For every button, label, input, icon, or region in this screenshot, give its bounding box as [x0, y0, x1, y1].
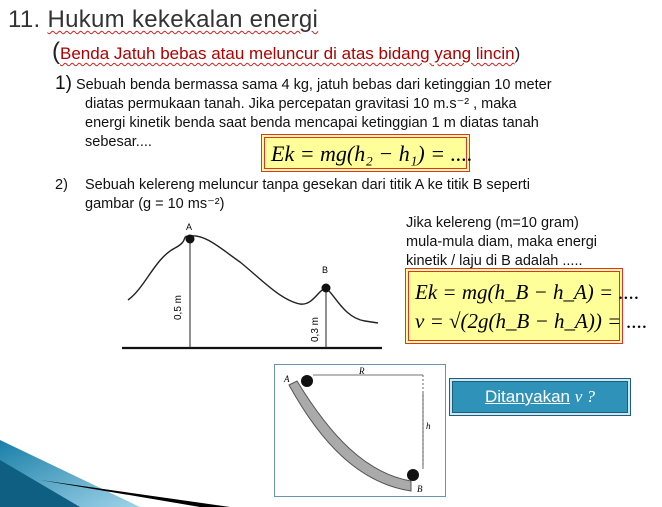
hill-label-b: B: [322, 265, 329, 275]
quarter-circle-diagram: [274, 364, 446, 497]
title-text: Hukum kekekalan energi: [47, 6, 319, 33]
question-2-side-line-2: mula-mula diam, maka energi: [406, 234, 597, 250]
bowl-label-h: h: [426, 421, 431, 431]
question-2-side-text: [406, 214, 656, 271]
close-paren: ): [514, 44, 521, 63]
bowl-label-b: B: [417, 484, 423, 494]
question-1-line-4: sebesar....: [85, 134, 152, 150]
bowl-label-r: R: [359, 366, 365, 376]
marble-b-icon: [322, 284, 331, 293]
hill-height-b: 0,3 m: [310, 316, 321, 342]
title-number: 11.: [8, 6, 41, 33]
ball-b-icon: [407, 469, 419, 481]
corner-decoration: [0, 420, 260, 507]
formula-kinetic-energy-1: Ek = mg(h₂ − h₁) = ....: [264, 137, 467, 169]
question-2-number: 2): [55, 177, 68, 193]
asked-button[interactable]: [452, 381, 628, 413]
ball-a-icon: [301, 375, 313, 387]
bowl-label-a: A: [284, 374, 290, 384]
question-2-text-1: Sebuah kelereng meluncur tanpa gesekan dari titik A ke titik B seperti: [85, 177, 530, 193]
asked-variable: v ?: [574, 387, 596, 406]
question-1-text-1: Sebuah benda bermassa sama 4 kg, jatuh bebas dari ketinggian 10 meter: [75, 77, 552, 93]
quarter-circle-svg: [275, 365, 445, 496]
hill-diagram: [120, 218, 390, 358]
question-2: [55, 176, 635, 214]
formula-velocity: v = √(2g(h_B − h_A)) = ....: [415, 309, 648, 333]
question-1-number: 1): [55, 73, 72, 94]
subtitle-text: Benda Jatuh bebas atau meluncur di atas bidang yang lincin: [60, 44, 515, 63]
formula-box-2: [408, 271, 648, 341]
hill-label-a: A: [186, 222, 193, 232]
hill-height-a: 0,5 m: [173, 294, 184, 320]
question-2-side-line-1: Jika kelereng (m=10 gram): [406, 215, 579, 231]
question-2-side-line-3: kinetik / laju di B adalah .....: [406, 253, 583, 269]
question-1-line-1: [55, 73, 647, 95]
asked-label: Ditanyakan: [484, 387, 571, 406]
question-2-line-1: [55, 176, 635, 195]
formula-kinetic-energy-2: Ek = mg(h_B − h_A) = ....: [415, 280, 640, 304]
question-1-line-3: energi kinetik benda saat benda mencapai ketinggian 1 m diatas tanah: [85, 115, 539, 131]
open-paren: (: [52, 38, 60, 65]
question-1-line-2: diatas permukaan tanah. Jika percepatan gravitasi 10 m.s⁻² , maka: [85, 96, 517, 112]
marble-a-icon: [186, 235, 195, 244]
question-2-line-2: gambar (g = 10 ms⁻²): [85, 196, 225, 212]
subtitle: [52, 38, 520, 66]
page-title: [8, 6, 318, 34]
